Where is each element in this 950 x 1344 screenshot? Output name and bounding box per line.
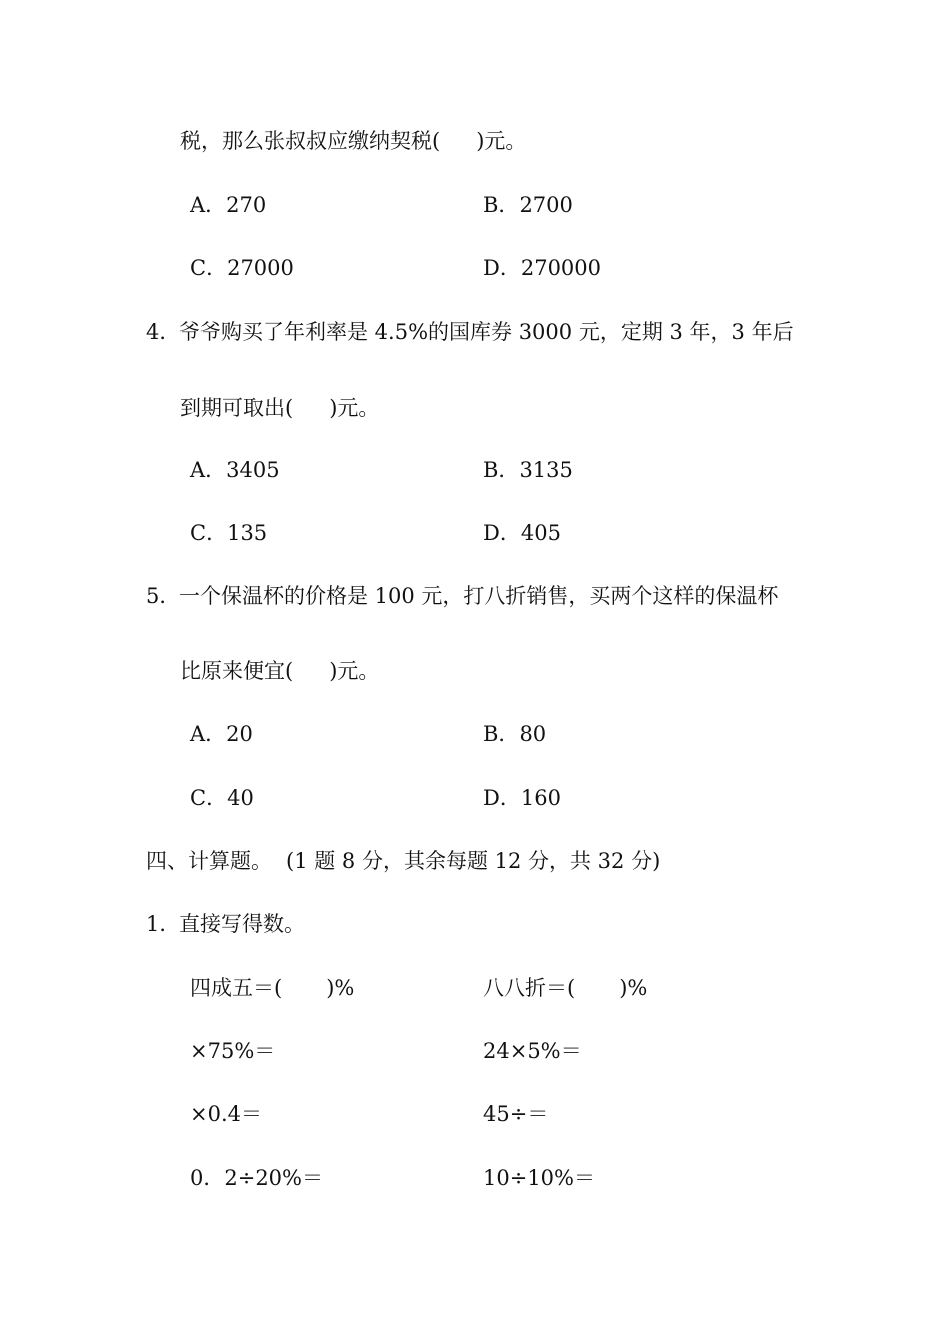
option-value: 80 [519,722,547,746]
calc-expression: 四成五＝( [190,976,283,1000]
calc-expression: 0．2÷20%＝ [190,1166,323,1190]
option-letter: A． [190,193,227,217]
option-letter: D． [483,786,521,810]
option-value: 2700 [519,193,573,217]
q5-line2 [180,661,379,682]
option-letter: A． [190,458,227,482]
q4-text: 爷爷购买了年利率是 4.5%的国库券 3000 元，定期 3 年，3 年后 [179,320,794,344]
calc-item-r1c2 [483,978,647,999]
q3-tail-end: )元。 [476,129,527,153]
calc-expression: ×75%＝ [190,1039,276,1063]
q5-option-c [190,788,254,809]
q4-text-line2: 到期可取出( [180,396,294,420]
q5-text-end: )元。 [329,659,380,683]
option-value: 27000 [227,256,294,280]
calc-expression: ×0.4＝ [190,1102,262,1126]
q3-option-c [190,258,294,279]
option-letter: C． [190,786,228,810]
calc-expression: 10÷10%＝ [483,1166,595,1190]
q4-line1 [146,322,794,343]
option-value: 405 [520,521,561,545]
q3-option-d [483,258,601,279]
question-number: 4． [146,320,181,344]
calc-expression: 45÷＝ [483,1102,549,1126]
option-value: 3135 [519,458,573,482]
option-value: 270 [226,193,267,217]
option-letter: C． [190,256,228,280]
question-number: 1． [146,912,181,936]
section-title: 四、计算题。 [146,849,272,873]
q4-option-b [483,460,573,481]
calc-item-r2c2 [483,1041,582,1062]
option-letter: A． [190,722,227,746]
q4-option-a [190,460,280,481]
option-letter: B． [483,458,520,482]
calc-item-r3c2 [483,1104,548,1125]
calc1-title-line [146,914,305,935]
q4-line2 [180,398,379,419]
calc-expression-end: )% [619,976,648,1000]
q5-text-line2: 比原来便宜( [180,659,294,683]
option-letter: D． [483,521,521,545]
q4-option-d [483,523,561,544]
option-value: 160 [520,786,561,810]
q5-option-a [190,724,253,745]
option-value: 270000 [520,256,602,280]
option-letter: B． [483,193,520,217]
option-value: 40 [227,786,254,810]
q5-option-d [483,788,561,809]
calc-item-r3c1 [190,1104,262,1125]
question-number: 5． [146,584,181,608]
option-letter: B． [483,722,520,746]
q4-option-c [190,523,267,544]
calc-expression: 24×5%＝ [483,1039,582,1063]
section-heading [146,851,660,872]
calc-expression: 八八折＝( [483,976,576,1000]
calc-item-r2c1 [190,1041,275,1062]
option-value: 20 [226,722,253,746]
calc1-title: 直接写得数。 [179,912,305,936]
option-letter: D． [483,256,521,280]
calc-item-r1c1 [190,978,354,999]
q3-option-b [483,195,573,216]
calc-expression-end: )% [326,976,355,1000]
option-value: 135 [227,521,268,545]
q5-text: 一个保温杯的价格是 100 元，打八折销售，买两个这样的保温杯 [179,584,779,608]
q3-option-a [190,195,266,216]
q5-line1 [146,586,778,607]
q4-text-end: )元。 [329,396,380,420]
q3-text-tail [180,131,526,152]
calc-item-r4c1 [190,1168,323,1189]
calc-item-r4c2 [483,1168,595,1189]
q3-tail-text: 税，那么张叔叔应缴纳契税( [180,129,441,153]
option-value: 3405 [226,458,280,482]
q5-option-b [483,724,546,745]
section-points: (1 题 8 分，其余每题 12 分，共 32 分) [286,849,661,873]
option-letter: C． [190,521,228,545]
